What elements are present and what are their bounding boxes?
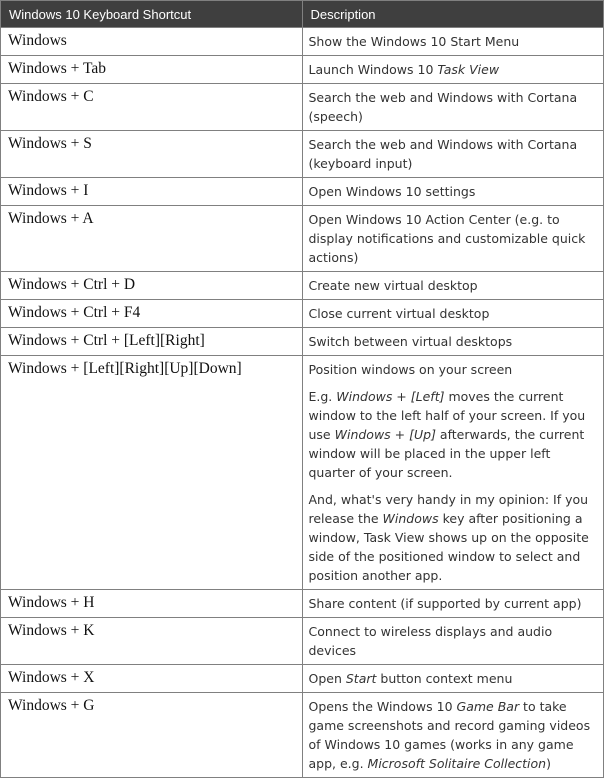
shortcut-cell: Windows + A: [1, 206, 303, 272]
table-row: [1, 665, 604, 693]
description-emphasis: Microsoft Solitaire Collection: [367, 756, 547, 771]
shortcut-cell: Windows + G: [1, 693, 303, 778]
description-paragraph: [309, 387, 592, 482]
table-row: [1, 178, 604, 206]
table-row: [1, 56, 604, 84]
description-cell: Connect to wireless displays and audio devices: [302, 618, 604, 665]
shortcut-cell: Windows + S: [1, 131, 303, 178]
column-header-shortcut: Windows 10 Keyboard Shortcut: [1, 1, 303, 28]
description-text: afterwards, the current window will be placed in the upper left quarter of your screen.: [308, 427, 585, 480]
shortcut-cell: Windows + [Left][Right][Up][Down]: [1, 356, 303, 590]
description-emphasis: Start: [345, 671, 377, 686]
table-row: [1, 590, 604, 618]
table-row: [1, 272, 604, 300]
description-text: button context menu: [376, 671, 513, 686]
description-text: to take game screenshots and record gaming videos of Windows 10 games (works in any game app, e.g.: [308, 699, 591, 771]
shortcut-cell: Windows + C: [1, 84, 303, 131]
table-row: [1, 206, 604, 272]
description-cell: Switch between virtual desktops: [302, 328, 604, 356]
description-text: key after positioning a window, Task View shows up on the opposite side of the positioned window to select and position another app.: [308, 511, 589, 583]
table-row: [1, 693, 604, 778]
shortcut-cell: Windows + Ctrl + [Left][Right]: [1, 328, 303, 356]
description-paragraph: [309, 490, 592, 585]
table-row: [1, 328, 604, 356]
description-paragraph: Position windows on your screen: [308, 362, 513, 377]
description-emphasis: Windows + [Left]: [336, 389, 445, 404]
shortcut-cell: Windows + X: [1, 665, 303, 693]
shortcut-cell: Windows + K: [1, 618, 303, 665]
description-cell: [302, 356, 604, 590]
description-text: Opens the Windows 10: [308, 699, 457, 714]
description-cell: Close current virtual desktop: [302, 300, 604, 328]
table-row: [1, 84, 604, 131]
description-text: Launch Windows 10: [308, 62, 438, 77]
shortcut-cell: Windows: [1, 28, 303, 56]
description-cell: Search the web and Windows with Cortana (keyboard input): [302, 131, 604, 178]
description-cell: [302, 56, 604, 84]
description-cell: Open Windows 10 Action Center (e.g. to display notifications and customizable quick actions): [302, 206, 604, 272]
description-emphasis: Windows: [382, 511, 439, 526]
description-cell: Share content (if supported by current app): [302, 590, 604, 618]
description-cell: [302, 693, 604, 778]
table-row: [1, 618, 604, 665]
description-text: E.g.: [308, 389, 337, 404]
shortcut-cell: Windows + Tab: [1, 56, 303, 84]
description-emphasis: Windows + [Up]: [334, 427, 436, 442]
description-text: ): [546, 756, 551, 771]
table-row: [1, 131, 604, 178]
description-emphasis: Game Bar: [456, 699, 520, 714]
description-text: Open: [308, 671, 346, 686]
description-cell: [302, 665, 604, 693]
description-cell: Show the Windows 10 Start Menu: [302, 28, 604, 56]
table-row: [1, 356, 604, 590]
column-header-description: Description: [302, 1, 604, 28]
table-header-row: [1, 1, 604, 28]
description-cell: Search the web and Windows with Cortana (speech): [302, 84, 604, 131]
description-text: moves the current window to the left half of your screen. If you use: [308, 389, 586, 442]
shortcut-cell: Windows + H: [1, 590, 303, 618]
description-text: And, what's very handy in my opinion: If you release the: [308, 492, 589, 526]
shortcut-cell: Windows + Ctrl + D: [1, 272, 303, 300]
description-cell: Open Windows 10 settings: [302, 178, 604, 206]
table-row: [1, 300, 604, 328]
shortcut-cell: Windows + Ctrl + F4: [1, 300, 303, 328]
description-cell: Create new virtual desktop: [302, 272, 604, 300]
table-row: [1, 28, 604, 56]
description-emphasis: Task View: [437, 62, 500, 77]
shortcut-cell: Windows + I: [1, 178, 303, 206]
